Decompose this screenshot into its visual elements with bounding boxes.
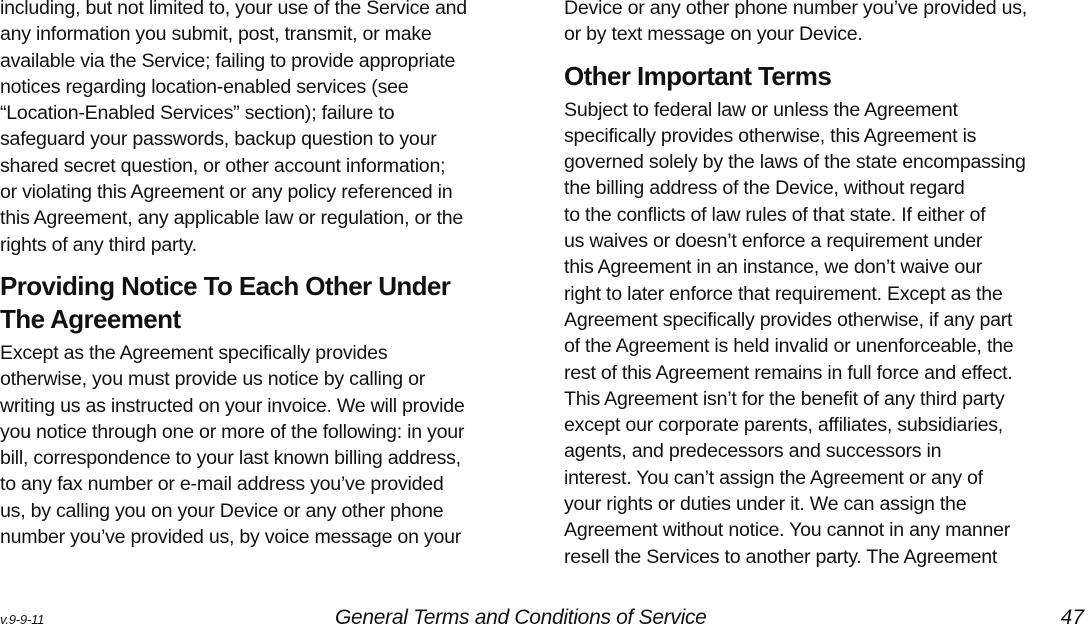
right-paragraph-2 — [564, 97, 1086, 570]
left-paragraph-2 — [0, 340, 530, 550]
text-line: this Agreement in an instance, we don’t waive our — [564, 256, 982, 279]
text-line: the billing address of the Device, without regard — [564, 177, 965, 200]
text-line: or violating this Agreement or any policy referenced in — [0, 181, 453, 204]
text-line: us waives or doesn’t enforce a requirement under — [564, 230, 983, 253]
text-line: to any fax number or e-mail address you’ve provided — [0, 473, 444, 496]
text-line: any information you submit, post, transmit, or make — [0, 23, 432, 46]
text-line: notices regarding location-enabled services (see — [0, 75, 409, 98]
left-column — [0, 0, 530, 550]
text-line: including, but not limited to, your use of the Service and — [0, 0, 467, 19]
text-line: safeguard your passwords, backup question to your — [0, 128, 437, 151]
text-line: resell the Services to another party. The Agreement — [564, 545, 998, 568]
heading-line: The Agreement — [0, 303, 181, 334]
text-line: Subject to federal law or unless the Agreement — [564, 98, 958, 121]
text-line: shared secret question, or other account information; — [0, 154, 446, 177]
document-title: General Terms and Conditions of Service — [335, 606, 707, 629]
text-line: rest of this Agreement remains in full force and effect. — [564, 361, 1013, 384]
text-line: of the Agreement is held invalid or unenforceable, the — [564, 335, 1014, 358]
text-line: or by text message on your Device. — [564, 23, 863, 46]
text-line: rights of any third party. — [0, 233, 197, 256]
text-line: This Agreement isn’t for the benefit of any third party — [564, 387, 1005, 410]
text-line: Agreement without notice. You cannot in any manner — [564, 519, 1011, 542]
text-line: except our corporate parents, affiliates, subsidiaries, — [564, 414, 1003, 437]
text-line: Agreement specifically provides otherwise, if any part — [564, 308, 1013, 331]
text-line: otherwise, you must provide us notice by calling or — [0, 368, 426, 391]
right-paragraph-1 — [564, 0, 1086, 48]
text-line: governed solely by the laws of the state encompassing — [564, 151, 1026, 174]
text-line: us, by calling you on your Device or any other phone — [0, 499, 444, 522]
heading-line: Other Important Terms — [564, 60, 832, 91]
text-line: your rights or duties under it. We can assign the — [564, 493, 967, 516]
text-line: bill, correspondence to your last known billing address, — [0, 447, 461, 470]
text-line: to the conflicts of law rules of that state. If either of — [564, 203, 986, 226]
section-heading-other-terms — [564, 60, 1086, 93]
left-paragraph-1 — [0, 0, 530, 258]
text-line: “Location-Enabled Services” section); failure to — [0, 102, 395, 125]
text-line: interest. You can’t assign the Agreement or any of — [564, 466, 983, 489]
text-line: writing us as instructed on your invoice. We will provide — [0, 394, 465, 417]
page-footer — [0, 606, 1089, 630]
text-line: available via the Service; failing to provide appropriate — [0, 49, 456, 72]
text-line: number you’ve provided us, by voice message on your — [0, 526, 462, 549]
text-line: agents, and predecessors and successors in — [564, 440, 942, 463]
right-column — [564, 0, 1086, 570]
text-line: Device or any other phone number you’ve provided us, — [564, 0, 1027, 19]
page-number: 47 — [1060, 606, 1084, 629]
section-heading-providing-notice — [0, 270, 530, 336]
text-line: right to later enforce that requirement. Except as the — [564, 282, 1003, 305]
text-line: specifically provides otherwise, this Agreement is — [564, 124, 977, 147]
text-line: this Agreement, any applicable law or regulation, or the — [0, 207, 464, 230]
heading-line: Providing Notice To Each Other Under — [0, 270, 451, 301]
version-label: v.9-9-11 — [0, 612, 45, 627]
text-line: Except as the Agreement specifically provides — [0, 341, 388, 364]
text-line: you notice through one or more of the following: in your — [0, 420, 465, 443]
